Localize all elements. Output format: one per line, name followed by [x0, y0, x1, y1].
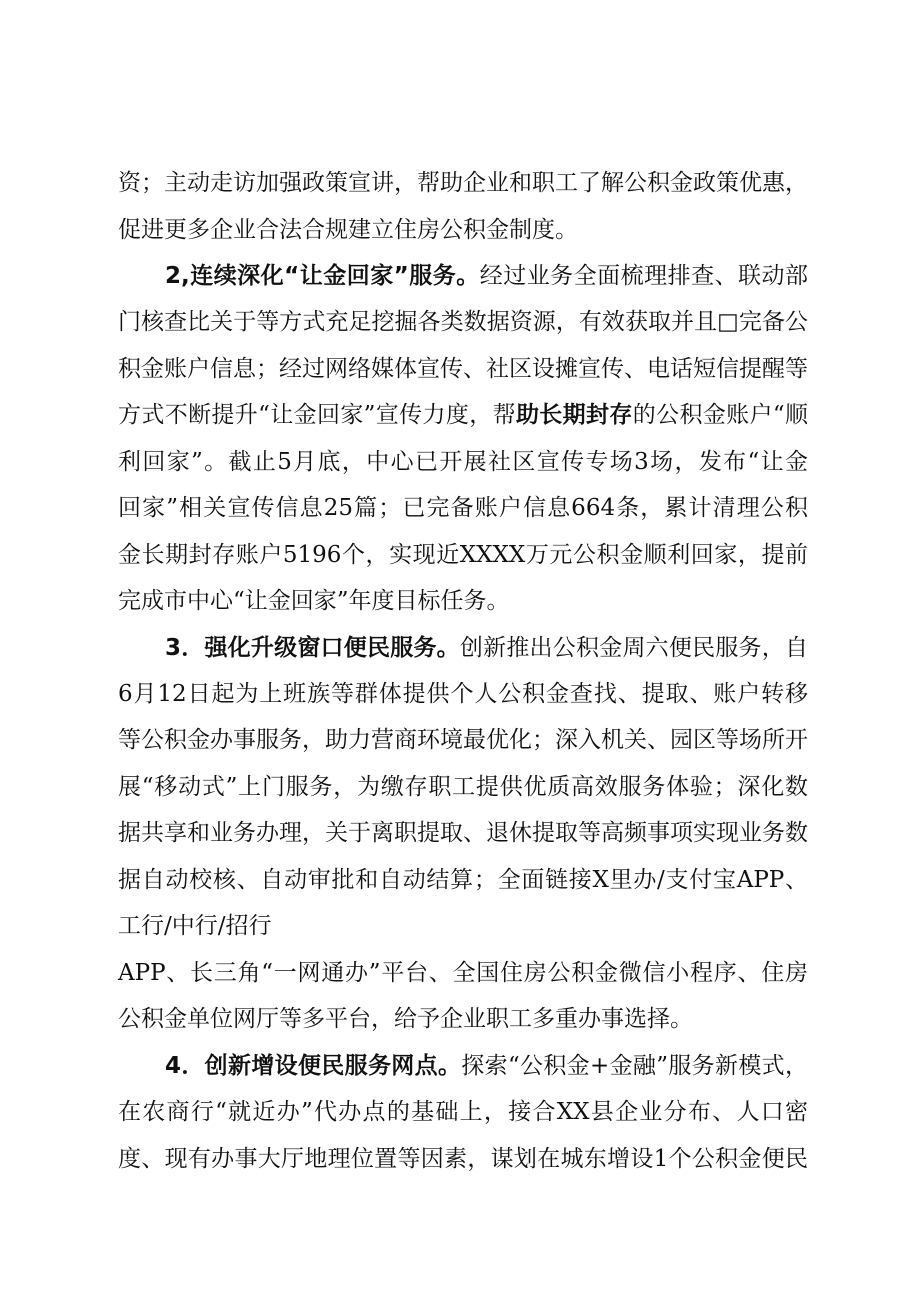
text-span: 积金账户信息；经过网络媒体宣传、社区设摊宣传、电话短信提醒等: [118, 356, 808, 382]
paragraph-heading: 4．创新增设便民服务网点。: [165, 1053, 462, 1079]
text-span: 方式不断提升“让金回家”宣传力度，帮: [118, 402, 516, 428]
text-line: [118, 1139, 808, 1179]
text-span: 等公积金办事服务，助力营商环境最优化；深入机关、园区等场所开: [118, 727, 808, 753]
text-line: [118, 535, 808, 575]
text-span: 据共享和业务办理，关于离职提取、退休提取等高频事项实现业务数: [118, 820, 808, 846]
text-span: APP、长三角“一网通办”平台、全国住房公积金微信小程序、住房: [118, 960, 808, 986]
text-line: [118, 395, 808, 435]
text-span: 经过业务全面梳理排查、联动部: [479, 263, 809, 289]
text-span: 金长期封存账户5196个，实现近XXXX万元公积金顺利回家，提前: [118, 542, 808, 568]
text-line: [118, 581, 808, 621]
text-span: 创新推出公积金周六便民服务，自: [459, 635, 808, 661]
text-line: [118, 349, 808, 389]
text-span: 促进更多企业合法合规建立住房公积金制度。: [118, 217, 578, 243]
text-span: 展“移动式”上门服务，为缴存职工提供优质高效服务体验；深化数: [118, 774, 808, 800]
text-line: [118, 860, 808, 900]
text-line: [118, 999, 808, 1039]
paragraph-heading-line: [165, 628, 808, 668]
text-span: 资；主动走访加强政策宣讲，帮助企业和职工了解公积金政策优惠，: [118, 170, 808, 196]
text-span: 6月12日起为上班族等群体提供个人公积金查找、提取、账户转移: [118, 681, 808, 707]
paragraph-heading-line: [165, 256, 808, 296]
paragraph-heading: 3．强化升级窗口便民服务。: [165, 635, 460, 661]
text-span: 回家”相关宣传信息25篇；已完备账户信息664条，累计清理公积: [118, 495, 808, 521]
text-span: 度、现有办事大厅地理位置等因素，谋划在城东增设1个公积金便民: [118, 1146, 808, 1172]
text-line: [118, 302, 808, 342]
text-span: 公积金单位网厅等多平台，给予企业职工多重办事选择。: [118, 1006, 693, 1032]
text-span: 利回家”。截止5月底，中心已开展社区宣传专场3场，发布“让金: [118, 449, 808, 475]
text-line: [118, 720, 808, 760]
paragraph-heading: 2,连续深化“让金回家”服务。: [165, 263, 480, 289]
text-line: [118, 210, 808, 250]
text-span: 门核查比关于等方式充足挖掘各类数据资源，有效获取并且□完备公: [118, 309, 808, 335]
text-span: 据自动校核、自动审批和自动结算；全面链接X里办/支付宝APP、: [118, 867, 808, 893]
text-line: [118, 674, 808, 714]
text-span: 工行/中行/招行: [118, 913, 272, 939]
text-line: [118, 813, 808, 853]
text-line: [118, 442, 808, 482]
text-span: 完成市中心“让金回家”年度目标任务。: [118, 588, 510, 614]
paragraph-heading-line: [165, 1046, 808, 1086]
text-line: [118, 953, 808, 993]
text-span: 在农商行“就近办”代办点的基础上，接合XX县企业分布、人口密: [118, 1099, 808, 1125]
text-span: 探索“公积金+金融”服务新模式，: [461, 1053, 808, 1079]
text-line: [118, 1092, 808, 1132]
bold-text-span: 助长期封存: [515, 402, 633, 428]
text-span: 的公积金账户“顺: [632, 402, 809, 428]
text-line: [118, 488, 808, 528]
text-line: [118, 163, 808, 203]
text-line: [118, 767, 808, 807]
text-line: [118, 906, 808, 946]
